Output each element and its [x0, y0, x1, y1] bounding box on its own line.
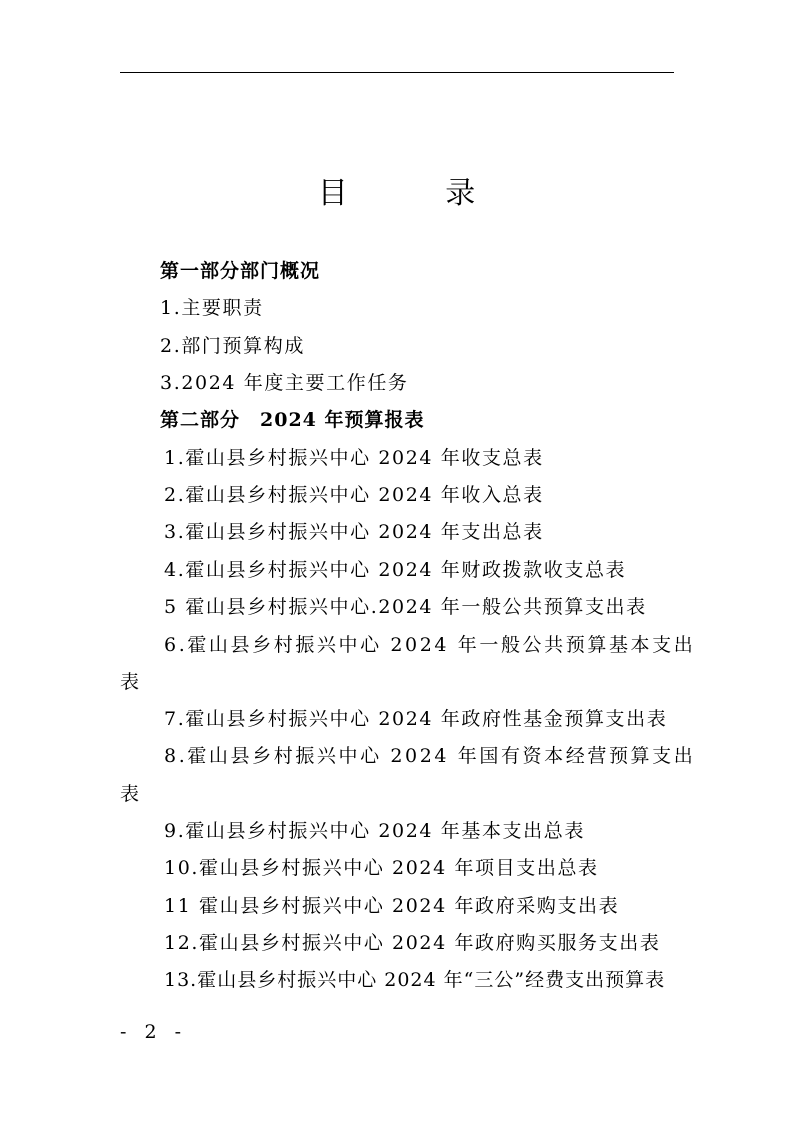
toc-part2-item-7[interactable]: 7.霍山县乡村振兴中心 2024 年政府性基金预算支出表	[164, 708, 668, 730]
toc-part2-item-11[interactable]: 11 霍山县乡村振兴中心 2024 年政府采购支出表	[164, 895, 620, 917]
toc-part2-item-9[interactable]: 9.霍山县乡村振兴中心 2024 年基本支出总表	[164, 820, 585, 842]
page-title: 目 录	[317, 176, 520, 211]
toc-part2-item-8-wrap: 表	[120, 783, 140, 805]
header-rule	[120, 72, 674, 73]
toc-part2-item-12[interactable]: 12.霍山县乡村振兴中心 2024 年政府购买服务支出表	[164, 932, 661, 954]
toc-part1-heading[interactable]: 第一部分部门概况	[160, 260, 321, 282]
page-number: - 2 -	[120, 1021, 188, 1043]
toc-part2-item-10[interactable]: 10.霍山县乡村振兴中心 2024 年项目支出总表	[164, 857, 599, 879]
toc-part2-item-5[interactable]: 5 霍山县乡村振兴中心.2024 年一般公共预算支出表	[164, 596, 647, 618]
toc-part2-item-8[interactable]: 8.霍山县乡村振兴中心 2024 年国有资本经营预算支出	[164, 745, 696, 767]
toc-part2-item-6[interactable]: 6.霍山县乡村振兴中心 2024 年一般公共预算基本支出	[164, 634, 696, 656]
toc-part2-heading[interactable]: 第二部分 2024 年预算报表	[160, 409, 425, 431]
toc-part2-item-3[interactable]: 3.霍山县乡村振兴中心 2024 年支出总表	[164, 521, 544, 543]
toc-part1-item-3[interactable]: 3.2024 年度主要工作任务	[160, 372, 409, 394]
toc-part2-item-13[interactable]: 13.霍山县乡村振兴中心 2024 年“三公”经费支出预算表	[164, 969, 666, 991]
toc-part1-item-2[interactable]: 2.部门预算构成	[160, 335, 305, 357]
toc-part2-item-6-wrap: 表	[120, 671, 140, 693]
toc-part2-item-1[interactable]: 1.霍山县乡村振兴中心 2024 年收支总表	[164, 447, 544, 469]
toc-part1-item-1[interactable]: 1.主要职责	[160, 297, 264, 319]
toc-part2-item-4[interactable]: 4.霍山县乡村振兴中心 2024 年财政拨款收支总表	[164, 559, 627, 581]
toc-part2-item-2[interactable]: 2.霍山县乡村振兴中心 2024 年收入总表	[164, 484, 544, 506]
